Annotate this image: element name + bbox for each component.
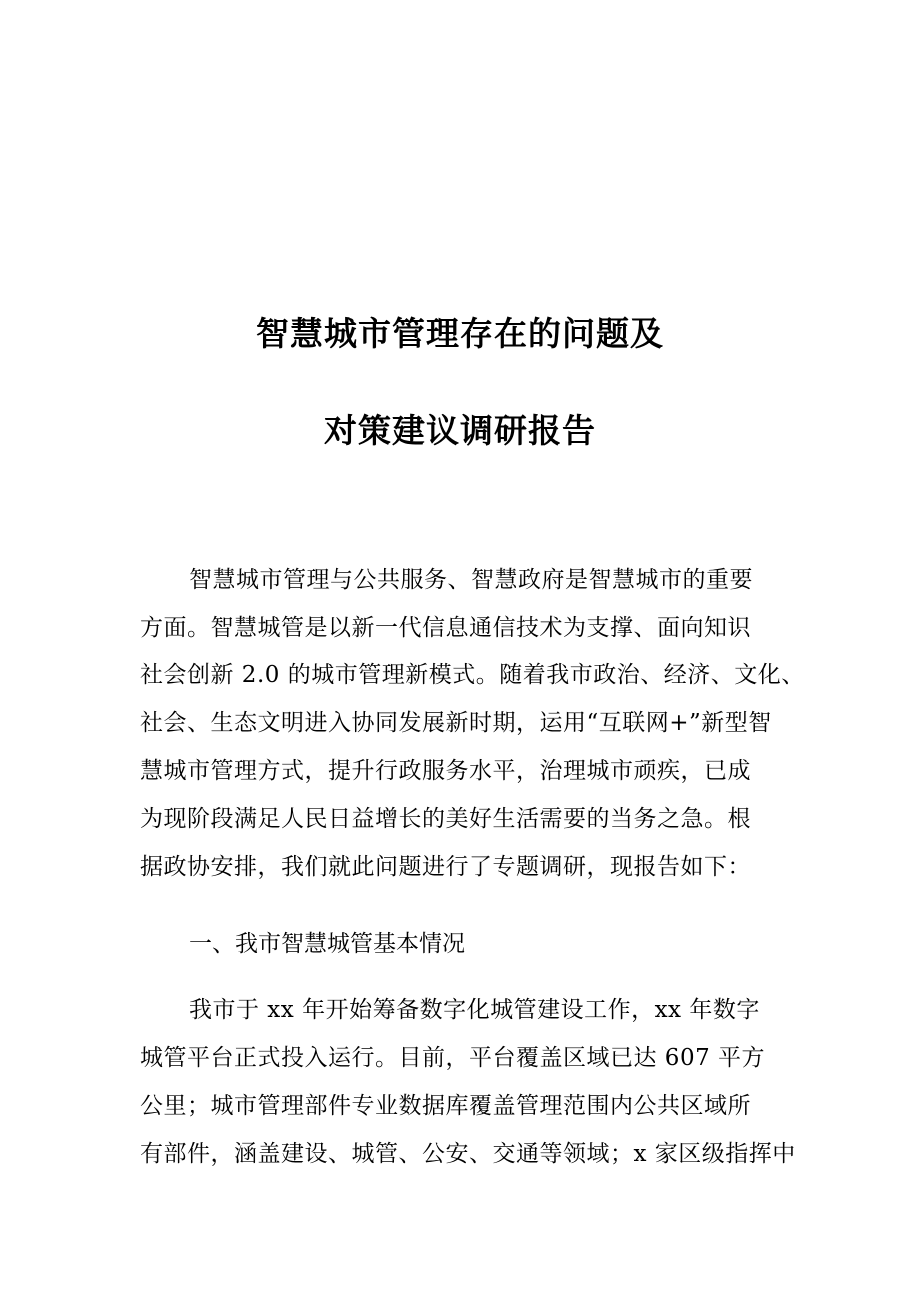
paragraph-1-line-2: 方面。智慧城管是以新一代信息通信技术为支撑、面向知识: [140, 615, 751, 641]
paragraph-1-line-6: 为现阶段满足人民日益增长的美好生活需要的当务之急。根: [140, 806, 751, 832]
paragraph-2-line-3: 公里；城市管理部件专业数据库覆盖管理范围内公共区域所: [140, 1093, 751, 1119]
paragraph-1-line-1: 智慧城市管理与公共服务、智慧政府是智慧城市的重要: [189, 567, 753, 593]
document-title-line-1: 智慧城市管理存在的问题及: [256, 314, 664, 353]
paragraph-2-line-4: 有部件，涵盖建设、城管、公安、交通等领域；x 家区级指挥中: [140, 1141, 796, 1167]
section-heading-1: 一、我市智慧城管基本情况: [189, 931, 465, 957]
paragraph-1-line-7: 据政协安排，我们就此问题进行了专题调研，现报告如下：: [140, 854, 751, 880]
paragraph-2-line-2: 城管平台正式投入运行。目前，平台覆盖区域已达 607 平方: [140, 1045, 766, 1071]
paragraph-2-line-1: 我市于 xx 年开始筹备数字化城管建设工作，xx 年数字: [189, 997, 760, 1023]
paragraph-1-line-3: 社会创新 2.0 的城市管理新模式。随着我市政治、经济、文化、: [140, 662, 805, 688]
document-title-line-2: 对策建议调研报告: [324, 411, 596, 450]
paragraph-1-line-4: 社会、生态文明进入协同发展新时期，运用“互联网+”新型智: [140, 710, 772, 736]
paragraph-1-line-5: 慧城市管理方式，提升行政服务水平，治理城市顽疾，已成: [140, 758, 751, 784]
